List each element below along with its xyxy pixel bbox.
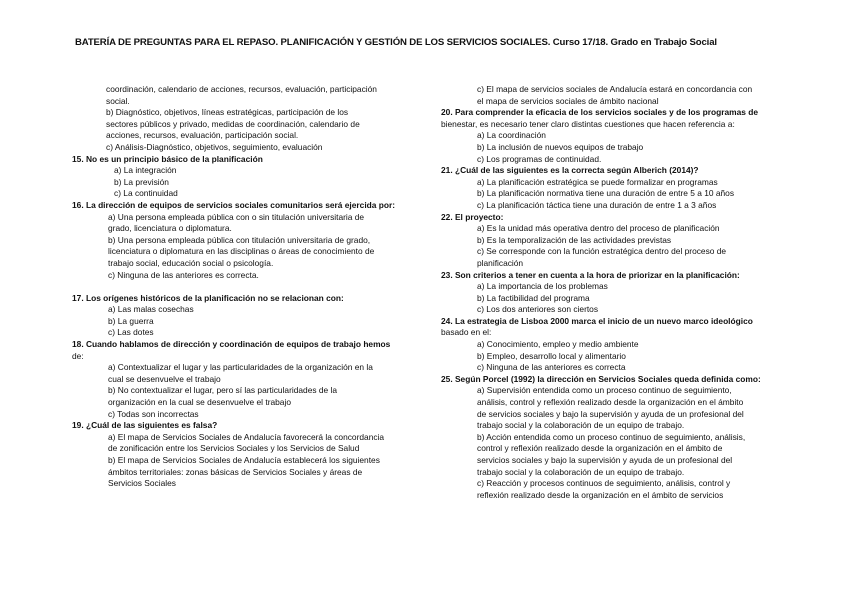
text-line: de servicios sociales y bajo la supervisión y ayuda de un profesional del [477,408,744,419]
option-line: b) La inclusión de nuevos equipos de trabajo [477,141,644,152]
option-line: c) La planificación táctica tiene una duración de entre 1 a 3 años [477,199,717,210]
option-line: c) El mapa de servicios sociales de Andalucía estará en concordancia con [477,84,753,94]
option-line: a) Contextualizar el lugar y las particularidades de la organización en la [108,362,373,373]
option-line: b) Es la temporalización de las actividades previstas [477,234,672,245]
option-line: a) Supervisión entendida como un proceso continuo de seguimiento, [477,385,732,396]
left-column [72,84,408,490]
spacer [72,281,408,293]
option-line: a) Es la unidad más operativa dentro del proceso de planificación [477,223,720,234]
text-line: trabajo social y la colaboración de un equipo de trabajo. [477,466,685,477]
right-column [441,84,777,501]
text-line: sectores públicos y privado, medidas de coordinación, calendario de [106,118,360,129]
question-19: 19. ¿Cuál de las siguientes es falsa? [72,420,218,431]
text-line: trabajo social, educación social o psicología. [108,257,274,268]
question-21: 21. ¿Cuál de las siguientes es la correcta según Alberich (2014)? [441,165,699,176]
option-line: a) La integración [114,165,177,176]
option-line: b) La previsión [114,176,169,187]
text-line: control y reflexión realizado desde la organización en el ámbito de [477,443,723,454]
option-line: b) Diagnóstico, objetivos, líneas estratégicas, participación de los [106,107,349,118]
page-header-title: BATERÍA DE PREGUNTAS PARA EL REPASO. PLANIFICACIÓN Y GESTIÓN DE LOS SERVICIOS SOCIALES. Curso 17/18. Grado en Trabajo Social [75,37,717,48]
question-25: 25. Según Porcel (1992) la dirección en Servicios Sociales queda definida como: [441,373,761,384]
question-24: 24. La estrategia de Lisboa 2000 marca el inicio de un nuevo marco ideológico [441,315,753,326]
text-line: coordinación, calendario de acciones, recursos, evaluación, participación [106,84,377,94]
option-line: b) Una persona empleada pública con titulación universitaria de grado, [108,234,371,245]
option-line: c) Análisis-Diagnóstico, objetivos, seguimiento, evaluación [106,141,323,152]
option-line: a) La planificación estratégica se puede formalizar en programas [477,176,718,187]
option-line: c) Los dos anteriores son ciertos [477,304,599,315]
text-line: acciones, recursos, evaluación, participación social. [106,130,299,141]
question-15: 15. No es un principio básico de la planificación [72,153,263,164]
text-line: reflexión realizado desde la organización en el ámbito de servicios [477,489,724,500]
option-line: c) Se corresponde con la función estratégica dentro del proceso de [477,246,727,257]
question-17: 17. Los orígenes históricos de la planificación no se relacionan con: [72,292,344,303]
option-line: c) La continuidad [114,188,178,199]
question-20: 20. Para comprender la eficacia de los servicios sociales y de los programas de [441,107,759,118]
text-line: análisis, control y reflexión realizado desde la organización en el ámbito [477,397,744,408]
option-line: b) Empleo, desarrollo local y alimentario [477,350,626,361]
option-line: b) No contextualizar el lugar, pero sí las particularidades de la [108,385,338,396]
text-line: trabajo social y la colaboración de un equipo de trabajo. [477,420,685,431]
option-line: b) Acción entendida como un proceso continuo de seguimiento, análisis, [477,431,746,442]
option-line: a) Las malas cosechas [108,304,194,315]
option-line: b) La guerra [108,315,154,326]
text-line: grado, licenciatura o diplomatura. [108,223,232,234]
text-line: basado en el: [441,327,492,338]
question-23: 23. Son criterios a tener en cuenta a la hora de priorizar en la planificación: [441,269,740,280]
text-line: bienestar, es necesario tener claro distintas cuestiones que hacen referencia a: [441,118,735,129]
text-line: el mapa de servicios sociales de ámbito nacional [477,95,659,106]
text-line: planificación [477,257,524,268]
question-16: 16. La dirección de equipos de servicios sociales comunitarios será ejercida por: [72,199,396,210]
text-line: de: [72,350,84,361]
option-line: c) Los programas de continuidad. [477,153,602,164]
text-line: Servicios Sociales [108,478,176,489]
option-line: c) Reacción y procesos continuos de seguimiento, análisis, control y [477,478,731,489]
option-line: a) Conocimiento, empleo y medio ambiente [477,339,639,350]
option-line: a) La coordinación [477,130,546,141]
option-line: c) Las dotes [108,327,154,338]
option-line: a) La importancia de los problemas [477,281,608,292]
text-line: organización en la cual se desenvuelve el trabajo [108,397,291,408]
question-22: 22. El proyecto: [441,211,504,222]
text-line: cual se desenvuelve el trabajo [108,373,221,384]
option-line: b) El mapa de Servicios Sociales de Andalucía establecerá los siguientes [108,455,380,465]
option-line: a) Una persona empleada pública con o sin titulación universitaria de [108,211,365,222]
option-line: c) Ninguna de las anteriores es correcta. [108,269,259,280]
option-line: c) Ninguna de las anteriores es correcta [477,362,626,373]
text-line: de zonificación entre los Servicios Sociales y los Servicios de Salud [108,443,360,454]
text-line: servicios sociales y bajo la supervisión y ayuda de un profesional del [477,455,733,465]
text-line: licenciatura o diplomatura en las disciplinas o áreas de conocimiento de [108,246,375,257]
option-line: a) El mapa de Servicios Sociales de Andalucía favorecerá la concordancia [108,431,385,442]
text-line: social. [106,95,130,106]
option-line: c) Todas son incorrectas [108,408,199,419]
question-18: 18. Cuando hablamos de dirección y coordinación de equipos de trabajo hemos [72,339,391,350]
option-line: b) La factibilidad del programa [477,292,590,303]
text-line: ámbitos territoriales: zonas básicas de Servicios Sociales y áreas de [108,466,363,477]
option-line: b) La planificación normativa tiene una duración de entre 5 a 10 años [477,188,735,199]
